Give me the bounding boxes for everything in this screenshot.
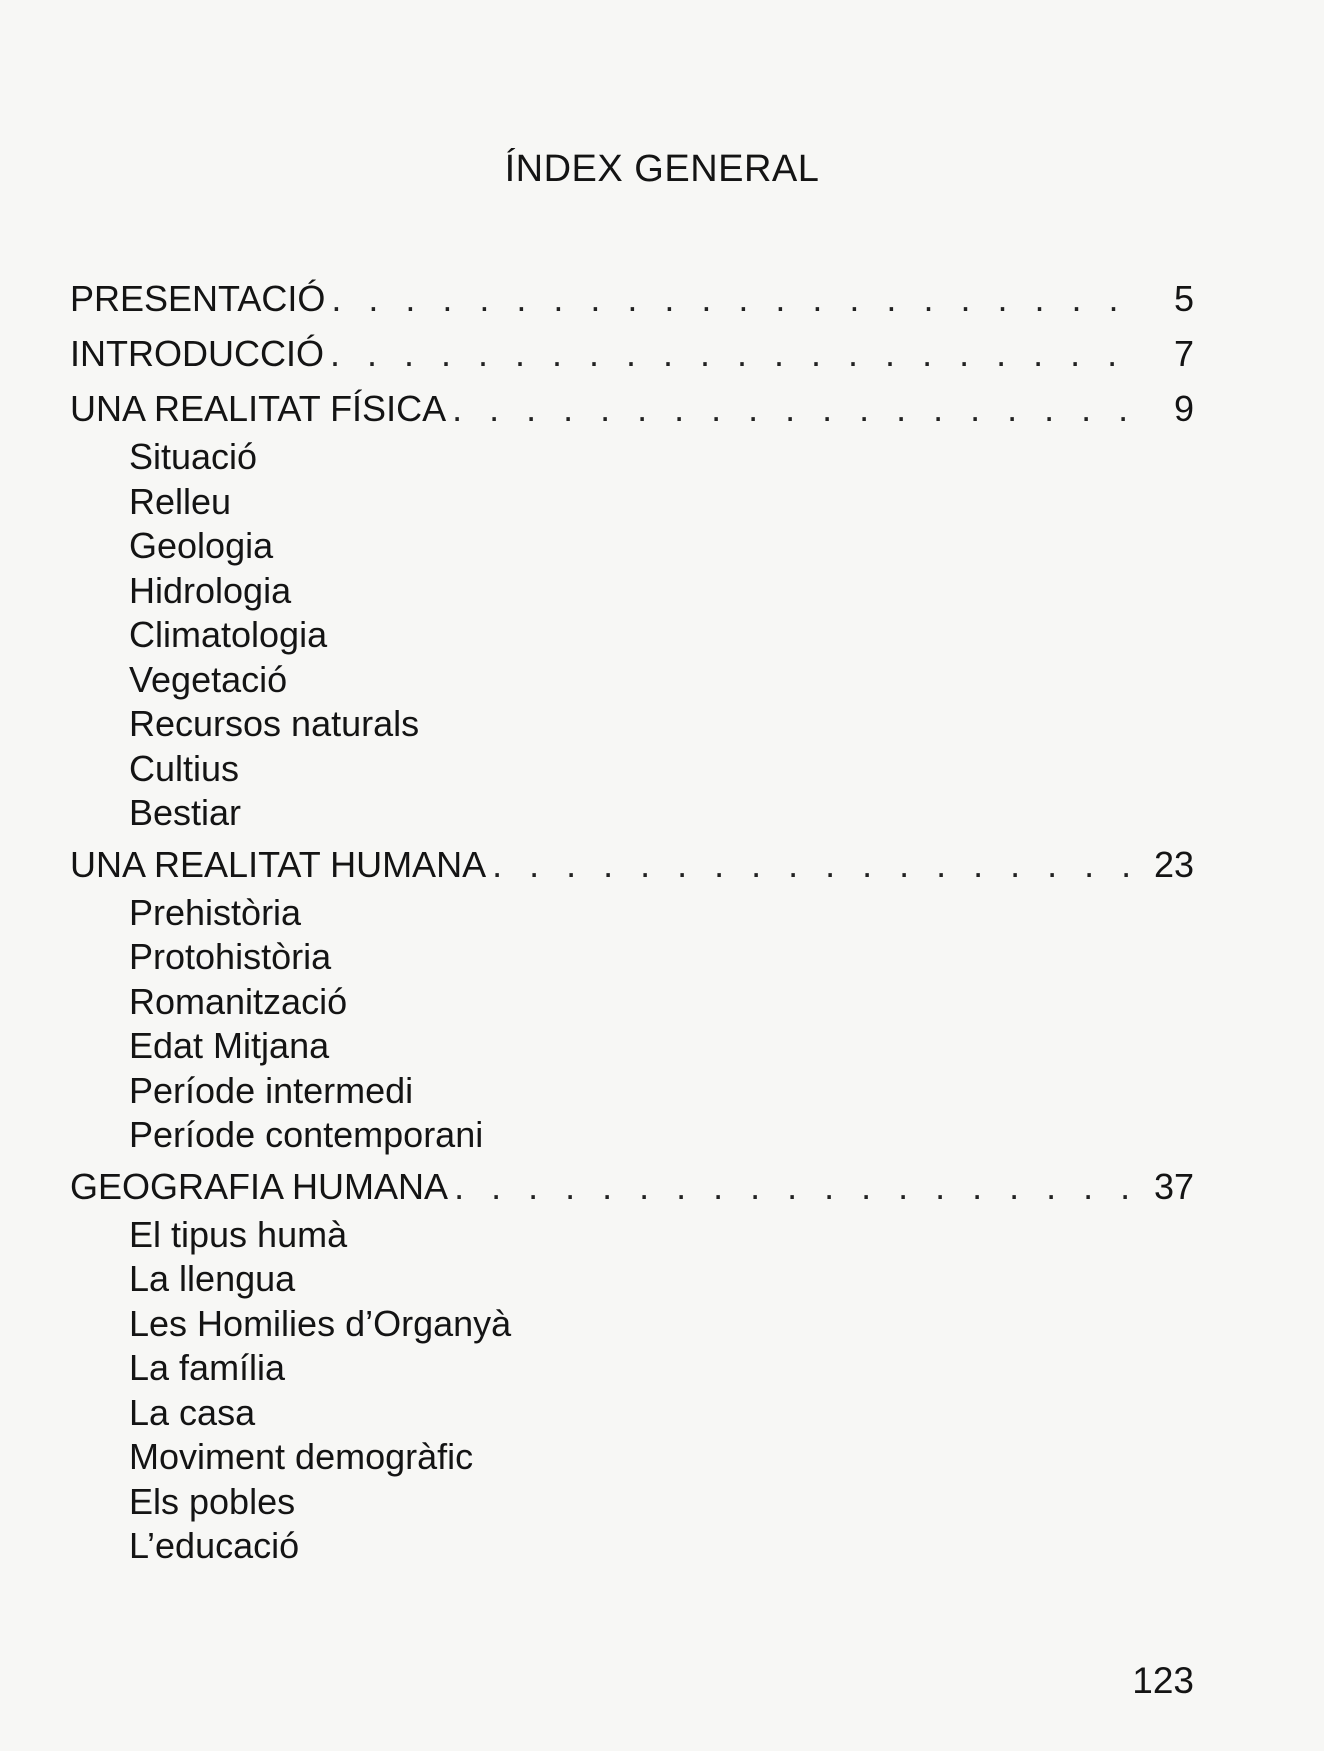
toc-subsection-item: Període intermedi bbox=[129, 1069, 414, 1111]
toc-page-number: 9 bbox=[1173, 388, 1194, 429]
toc-subsection-item: El tipus humà bbox=[129, 1213, 348, 1255]
toc-subsection-item: L’educació bbox=[129, 1525, 300, 1566]
toc-subsection-item: Bestiar bbox=[129, 792, 242, 833]
toc-subsection-item: Romanització bbox=[129, 980, 348, 1022]
toc-subsection-item: Situació bbox=[129, 436, 258, 477]
toc-section-title: UNA REALITAT FÍSICA bbox=[70, 388, 447, 429]
toc-subsection-item: Prehistòria bbox=[129, 891, 302, 933]
table-of-contents bbox=[70, 278, 1194, 1577]
toc-subsection-item: Els pobles bbox=[129, 1480, 296, 1522]
toc-subsection-item: La casa bbox=[129, 1391, 256, 1433]
toc-subsection-list bbox=[129, 891, 1194, 1158]
toc-page-number: 7 bbox=[1173, 333, 1194, 374]
toc-subsection-item: Període contemporani bbox=[129, 1114, 484, 1155]
toc-subsection-item: Relleu bbox=[129, 480, 232, 522]
toc-section-title: INTRODUCCIÓ bbox=[70, 333, 324, 374]
toc-section-title: UNA REALITAT HUMANA bbox=[70, 843, 487, 885]
toc-subsection-item: La llengua bbox=[129, 1258, 296, 1299]
toc-subsection-item: La família bbox=[129, 1347, 286, 1388]
dot-leader bbox=[452, 388, 1144, 430]
dot-leader bbox=[492, 844, 1144, 886]
toc-subsection-item: Les Homilies d’Organyà bbox=[129, 1302, 512, 1344]
toc-subsection-item: Edat Mitjana bbox=[129, 1025, 330, 1066]
dot-leader bbox=[331, 278, 1144, 320]
dot-leader bbox=[454, 1166, 1144, 1208]
toc-subsection-item: Climatologia bbox=[129, 614, 328, 655]
toc-subsection-item: Hidrologia bbox=[129, 569, 292, 611]
toc-page-number: 37 bbox=[1153, 1165, 1194, 1207]
toc-subsection-item: Protohistòria bbox=[129, 936, 332, 977]
toc-section-row bbox=[70, 278, 1194, 333]
toc-subsection-item: Cultius bbox=[129, 747, 240, 789]
toc-page-number: 23 bbox=[1153, 843, 1194, 885]
toc-subsection-item: Recursos naturals bbox=[129, 703, 420, 744]
dot-leader bbox=[330, 333, 1144, 375]
toc-section-row bbox=[70, 333, 1194, 388]
toc-subsection-item: Geologia bbox=[129, 525, 274, 566]
toc-subsection-item: Vegetació bbox=[129, 658, 288, 700]
toc-section-title: GEOGRAFIA HUMANA bbox=[70, 1165, 449, 1207]
toc-page-number: 5 bbox=[1173, 278, 1194, 319]
index-title: ÍNDEX GENERAL bbox=[504, 148, 820, 190]
toc-subsection-item: Moviment demogràfic bbox=[129, 1436, 474, 1477]
toc-subsection-list bbox=[129, 1213, 1194, 1569]
page-number: 123 bbox=[1132, 1660, 1194, 1701]
toc-section-title: PRESENTACIÓ bbox=[70, 278, 326, 319]
toc-subsection-list bbox=[129, 435, 1194, 836]
